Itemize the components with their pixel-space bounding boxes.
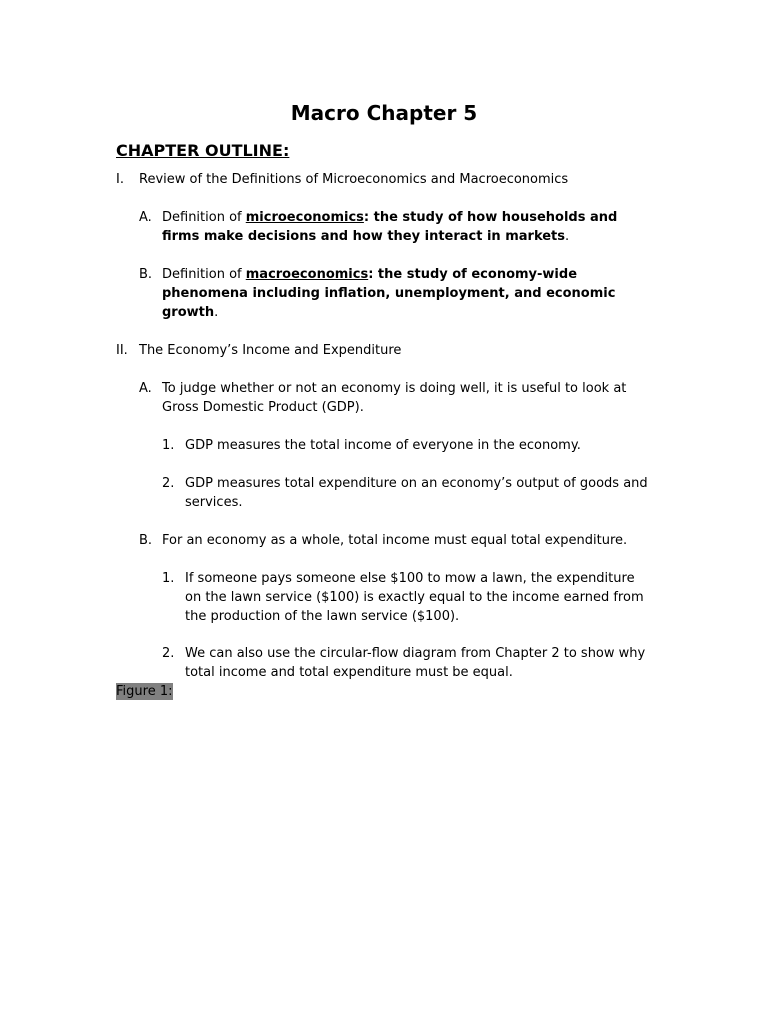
- definition-prefix: Definition of: [162, 267, 246, 282]
- outline-subitem-2a2: [162, 474, 662, 512]
- subitem-text: [185, 644, 645, 682]
- definition-line: phenomena including inflation, unemployment, and economic: [162, 286, 616, 301]
- term-microeconomics: microeconomics: [245, 210, 364, 225]
- outline-subitem-2a1: [162, 436, 662, 455]
- section-marker: II.: [116, 343, 128, 358]
- definition-text: firms make decisions and how they interact in markets: [162, 229, 566, 244]
- subitem-text: [185, 569, 644, 626]
- item-line: To judge whether or not an economy is doing well, it is useful to look at: [162, 381, 627, 396]
- item-marker: B.: [139, 533, 153, 548]
- outline-section-2: [116, 341, 676, 360]
- subitem-marker: 1.: [162, 571, 175, 586]
- outline-item-2b: [139, 531, 659, 550]
- subitem-marker: 2.: [162, 646, 175, 661]
- section-text: Review of the Definitions of Microeconomics and Macroeconomics: [139, 172, 569, 187]
- item-text: [162, 379, 626, 417]
- subitem-line: on the lawn service ($100) is exactly equal to the income earned from: [185, 590, 644, 605]
- definition-text: growth: [162, 305, 215, 320]
- subitem-text: [185, 436, 581, 455]
- definition-line: [162, 227, 617, 246]
- outline-item-1a: [139, 208, 659, 246]
- subitem-line: We can also use the circular-flow diagram from Chapter 2 to show why: [185, 646, 646, 661]
- term-macroeconomics: macroeconomics: [245, 267, 369, 282]
- subitem-line: total income and total expenditure must be equal.: [185, 665, 513, 680]
- outline-item-2a: [139, 379, 659, 417]
- item-text: [162, 531, 627, 550]
- outline-heading: CHAPTER OUTLINE:: [116, 141, 290, 160]
- subitem-line: services.: [185, 495, 243, 510]
- figure-label: Figure 1:: [116, 684, 173, 699]
- definition-end: .: [565, 229, 570, 244]
- subitem-line: the production of the lawn service ($100).: [185, 609, 460, 624]
- item-line: Gross Domestic Product (GDP).: [162, 400, 364, 415]
- subitem-line: GDP measures the total income of everyone in the economy.: [185, 438, 581, 453]
- item-marker: A.: [139, 210, 152, 225]
- outline-item-1b: [139, 265, 659, 322]
- definition-text: : the study of economy-wide: [368, 267, 578, 282]
- definition-end: .: [214, 305, 219, 320]
- definition-text: : the study of how households and: [363, 210, 618, 225]
- outline-subitem-2b1: [162, 569, 662, 626]
- definition-line: [162, 208, 617, 227]
- item-text: [162, 265, 615, 322]
- item-line: For an economy as a whole, total income must equal total expenditure.: [162, 533, 628, 548]
- subitem-marker: 1.: [162, 438, 175, 453]
- definition-line: [162, 303, 615, 322]
- subitem-line: If someone pays someone else $100 to mow a lawn, the expenditure: [185, 571, 635, 586]
- subitem-text: [185, 474, 648, 512]
- subitem-line: GDP measures total expenditure on an economy’s output of goods and: [185, 476, 648, 491]
- definition-line: [162, 265, 615, 284]
- outline-section-1: [116, 170, 676, 189]
- section-marker: I.: [116, 172, 124, 187]
- subitem-marker: 2.: [162, 476, 175, 491]
- definition-prefix: Definition of: [162, 210, 246, 225]
- item-text: [162, 208, 617, 246]
- section-text: The Economy’s Income and Expenditure: [139, 343, 402, 358]
- item-marker: A.: [139, 381, 152, 396]
- page-title: Macro Chapter 5: [290, 101, 478, 125]
- item-marker: B.: [139, 267, 153, 282]
- outline-subitem-2b2: [162, 644, 662, 682]
